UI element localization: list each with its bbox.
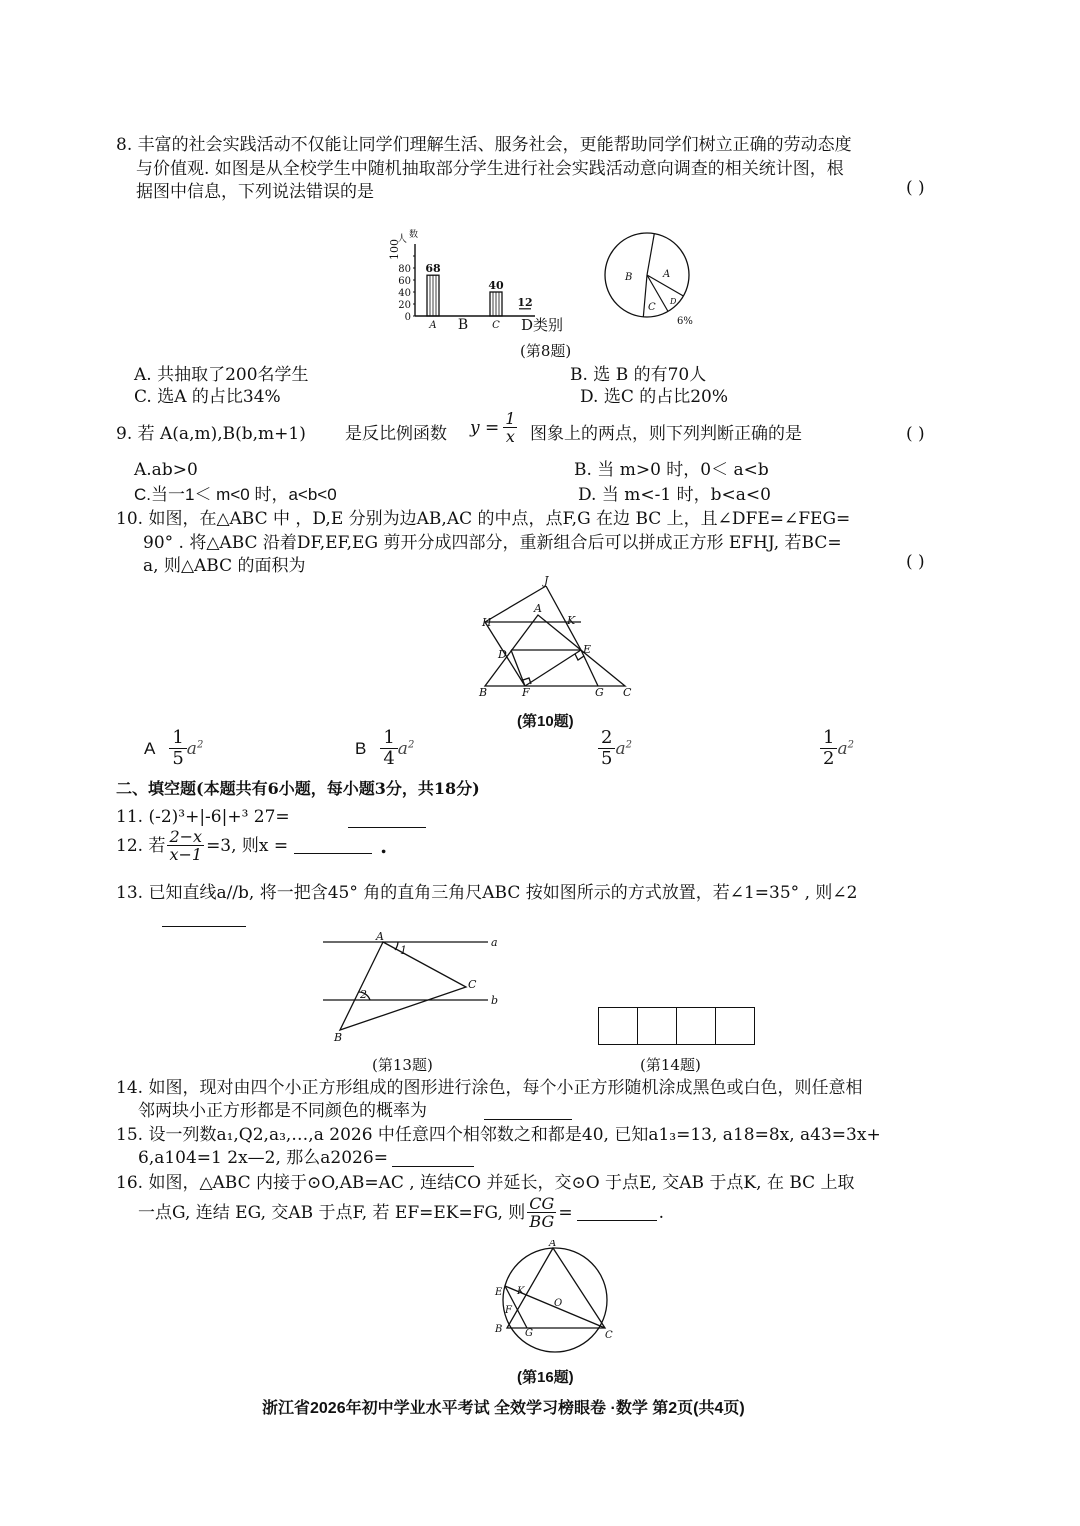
q13-label-a: a [491,936,498,949]
q14-square-3 [677,1007,716,1045]
q10-option-fraction [380,728,397,769]
q10-caption: (第10题) [517,713,574,730]
bar-x-label: D类别 [521,316,564,334]
q16-label-B: B [495,1324,503,1335]
q10-option-exp: 2 [407,738,415,750]
pie-divider [643,275,647,317]
q11-answer-blank[interactable] [348,811,426,828]
q10-line-2: 90° . 将△ABC 沿着DF,EF,EG 剪开分成四部分，重新组合后可以拼成正方形 EFHJ, 若BC= [143,533,842,553]
q10-option-var: $a^2$ [837,738,854,759]
q10-option-var: $a^2$ [397,738,415,759]
q8-caption: (第8题) [520,342,572,360]
q10-figure [470,572,640,702]
q13-line-1: 13. 已知直线a//b, 将一把含45° 角的直角三角尺ABC 按如图所示的方式放置，若∠1=35° , 则∠2 [116,883,858,903]
q14-square-2 [638,1007,677,1045]
q10-label-C: C [623,686,632,699]
q10-label-G: G [595,686,604,699]
bar-y-label-char: 数 [409,230,419,240]
q8-option-b: B. 选 B 的有70人 [570,365,707,385]
q16-label-K: K [517,1286,525,1297]
q8-option-d: D. 选C 的占比20% [580,387,729,407]
q10-option-fraction [820,728,837,769]
bar-value-label: 68 [425,262,441,276]
q12-end: . [380,833,388,858]
q12-frac-den: x−1 [169,845,203,864]
q9-answer-paren: ( ) [906,424,925,444]
pie-slice-label-B: B [625,272,633,283]
pie-slice-label-A: A [663,269,671,280]
bar-y-label-char: 人 [397,234,407,245]
q9-option-c: C.当一1＜ m<0 时，a<b<0 [134,485,337,504]
q16-figure [485,1240,620,1360]
pie-annotation: 6% [677,316,693,327]
q12-prefix: 12. 若 [116,835,166,856]
q10-label-H: H [482,616,492,629]
section-2-heading: 二、填空题(本题共有6小题，每小题3分，共18分) [116,779,480,798]
q12-row [116,828,387,863]
q14-line-2: 邻两块小正方形都是不同颜色的概率为 [138,1101,427,1121]
q8-line-1: 8. 丰富的社会实践活动不仅能让同学们理解生活、服务社会，更能帮助同学们树立正确的劳动态度 [116,135,852,155]
q10-label-B: B [479,686,488,699]
q10-option-exp: 2 [847,738,854,750]
q10-option-num: 1 [820,728,837,749]
bar-y-tick-label: 100 [388,239,401,260]
q13-answer-blank[interactable] [162,910,246,927]
q10-option-letter: B [355,738,367,758]
bar-y-tick-label: 60 [398,276,411,287]
q10-label-F: F [522,686,530,699]
q16-frac-num: CG [529,1194,555,1213]
q9-option-b: B. 当 m>0 时，0＜ a<b [574,460,769,480]
q8-option-a: A. 共抽取了200名学生 [134,365,309,385]
q9-frac-den: x [505,427,515,446]
q10-option-den: 5 [601,748,613,769]
q16-line-1: 16. 如图，△ABC 内接于⊙O,AB=AC , 连结CO 并延长，交⊙O 于点E, 交AB 于点K, 在 BC 上取 [116,1173,855,1193]
q16-line-2 [138,1195,664,1230]
q15-line-2: 6,a104=1 2x—2, 那么a2026= [138,1148,388,1168]
q10-option-var: $a^2$ [186,738,204,759]
q13-label-C: C [468,978,477,991]
bar-y-tick-label: 0 [404,312,411,323]
q14-answer-blank[interactable] [484,1103,572,1120]
q10-option-3 [598,728,632,769]
bar-y-tick-label: 80 [398,264,411,275]
q10-line-je [546,586,581,650]
q10-option-letter: A [144,738,156,758]
q8-option-c: C. 选A 的占比34% [134,387,281,407]
bar-x-tick-label: B [457,317,469,333]
q10-option-var: $a^2$ [615,738,632,759]
q12-answer-blank[interactable] [294,837,372,854]
q10-option-den: 5 [172,748,184,769]
q10-line-3: a, 则△ABC 的面积为 [143,556,306,576]
q16-label-O: O [554,1298,563,1309]
q13-figure [318,930,503,1045]
bar-y-tick-label: 20 [398,300,411,311]
q16-label-G: G [525,1328,533,1339]
q13-label-1: 1 [400,944,407,957]
q10-option-1 [144,728,203,769]
q9-stem-suffix: 图象上的两点，则下列判断正确的是 [530,424,802,444]
q10-option-den: 2 [823,748,835,769]
q10-option-4 [820,728,854,769]
q10-option-fraction [169,728,186,769]
q10-option-exp: 2 [625,738,632,750]
q10-answer-paren: ( ) [906,552,925,572]
q16-end: . [658,1202,664,1223]
q8-bar-chart [385,200,570,335]
q8-line-3: 据图中信息，下列说法错误的是 [136,182,374,202]
pie-divider [647,234,654,275]
q13-caption: (第13题) [372,1056,433,1074]
q11-text: 11. (-2)³+|-6|+³ 27= [116,807,290,827]
q9-option-a: A.ab>0 [134,460,198,480]
pie-slice-label-D: D [670,297,677,306]
bar-x-tick-label: C [492,320,500,331]
q16-label-C: C [605,1330,613,1341]
q14-square-4 [716,1007,755,1045]
bar-value-label: 12 [517,295,533,309]
q12-suffix: =3, 则x = [206,835,289,856]
q10-label-D: D [498,648,507,661]
bar-value-label: 40 [488,279,504,292]
q16-fraction [527,1195,556,1230]
q10-option-num: 1 [169,728,186,749]
q10-label-E: E [583,643,592,656]
q16-label-F: F [505,1305,512,1316]
q15-line-1: 15. 设一列数a₁,Q2,a₃,…,a 2026 中任意四个相邻数之和都是40, 已知a1₃=13, a18=8x, a43=3x+ [116,1125,881,1145]
q10-label-A: A [534,602,542,615]
q10-label-K: K [567,614,576,627]
q9-function [470,410,519,445]
q10-line-1: 10. 如图，在△ABC 中 ，D,E 分别为边AB,AC 的中点，点F,G 在边 BC 上，且∠DFE=∠FEG= [116,509,851,529]
q9-fraction [503,410,517,445]
q12-fraction [167,828,204,863]
q16-answer-blank[interactable] [577,1204,657,1221]
q13-label-2: 2 [360,988,367,1001]
q16-label-E: E [495,1287,503,1298]
q15-answer-blank[interactable] [392,1150,474,1167]
q9-option-d: D. 当 m<-1 时，b<a<0 [578,485,771,505]
q14-caption: (第14题) [640,1056,701,1074]
q16-line-2-suffix: = [558,1202,573,1223]
page-footer: 浙江省2026年初中学业水平考试 全效学习榜眼卷 ·数学 第2页(共4页) [262,1400,745,1417]
q10-label-J: J [544,574,549,587]
q9-stem-prefix: 9. 若 A(a,m),B(b,m+1) [116,424,306,444]
q9-stem-mid: 是反比例函数 [345,424,447,444]
q9-frac-num: 1 [505,409,516,428]
bar-x-tick-label: A [429,320,437,331]
q10-option-exp: 2 [196,738,204,750]
q16-frac-den: BG [529,1212,555,1231]
q16-caption: (第16题) [517,1369,574,1386]
bar-y-tick-label: 40 [398,288,411,299]
q14-line-1: 14. 如图，现对由四个小正方形组成的图形进行涂色，每个小正方形随机涂成黑色或白色，则任意相 [116,1078,863,1098]
q13-label-B: B [334,1031,343,1044]
pie-slice-label-C: C [648,302,656,313]
q16-label-A: A [549,1240,557,1249]
q10-option-den: 4 [383,748,395,769]
q8-line-2: 与价值观. 如图是从全校学生中随机抽取部分学生进行社会实践活动意向调查的相关统计图，根 [136,159,844,179]
q10-option-num: 1 [380,728,397,749]
q13-label-A: A [376,930,384,943]
q10-line-fe [525,650,581,686]
q10-option-2 [355,728,414,769]
q10-option-num: 2 [598,728,615,749]
q10-option-fraction [598,728,615,769]
q8-pie-chart [585,200,730,335]
q14-square-1 [598,1007,638,1045]
q16-line-2-prefix: 一点G, 连结 EG, 交AB 于点F, 若 EF=EK=FG, 则 [138,1202,526,1223]
q13-label-b: b [491,994,499,1007]
q13-angle-1-arc [395,942,398,950]
q9-y-eq: y = [470,417,500,438]
q14-figure [598,1007,755,1045]
q12-frac-num: 2−x [169,827,203,846]
q8-answer-paren: ( ) [906,178,925,198]
